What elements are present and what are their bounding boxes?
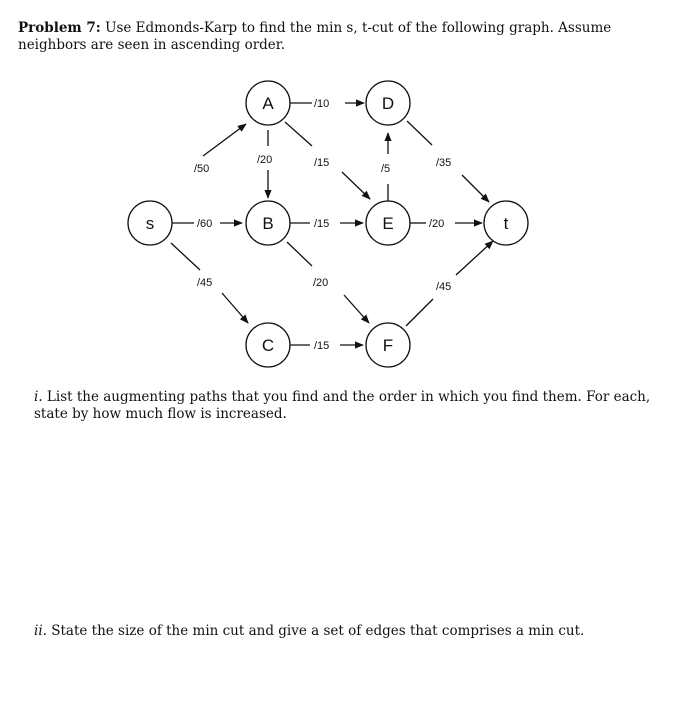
edge-A-E-head [342,172,370,199]
cap-s-C: /45 [197,277,213,289]
node-s-label: s [145,214,155,233]
question-i-text: List the augmenting paths that you find and the order in which you find them. For each, state by how much flow is increased. [34,389,651,422]
question-i-number: i. [34,389,43,405]
question-ii-text: State the size of the min cut and give a set of edges that comprises a min cut. [51,623,585,639]
node-D-label: D [381,94,395,113]
node-t-label: t [503,214,509,233]
cap-D-t: /35 [436,157,452,169]
problem-text: Use Edmonds-Karp to find the min s, t-cut of the following graph. Assume neighbors are seen in ascending order. [18,20,612,53]
edge-A-E-tail [285,122,312,146]
edge-D-t-tail [407,121,432,145]
node-C-label: C [261,336,275,355]
cap-E-t: /20 [429,218,445,230]
edge-s-C-head [222,293,248,323]
cap-s-A: /50 [194,163,210,175]
node-F-label: F [382,336,394,355]
cap-B-E: /15 [314,218,330,230]
cap-E-D: /5 [381,163,391,175]
cap-A-B: /20 [257,154,273,166]
node-A-label: A [262,94,274,113]
cap-C-F: /15 [314,340,330,352]
question-i [34,389,654,423]
cap-s-B: /60 [197,218,213,230]
cap-A-E: /15 [314,157,330,169]
edge-B-F-tail [287,242,312,266]
edge-s-A [203,124,246,156]
problem-label: Problem 7: [18,20,101,36]
cap-B-F: /20 [313,277,329,289]
edge-F-t-head [456,241,493,275]
edge-s-C-tail [171,243,200,270]
edge-F-t-tail [406,299,433,326]
edge-D-t-head [462,175,489,202]
node-B-label: B [262,214,274,233]
question-ii-number: ii. [34,623,47,639]
node-E-label: E [382,214,394,233]
cap-A-D: /10 [314,98,330,110]
edge-B-F-head [344,295,369,323]
question-ii [34,623,654,640]
cap-F-t: /45 [436,281,452,293]
